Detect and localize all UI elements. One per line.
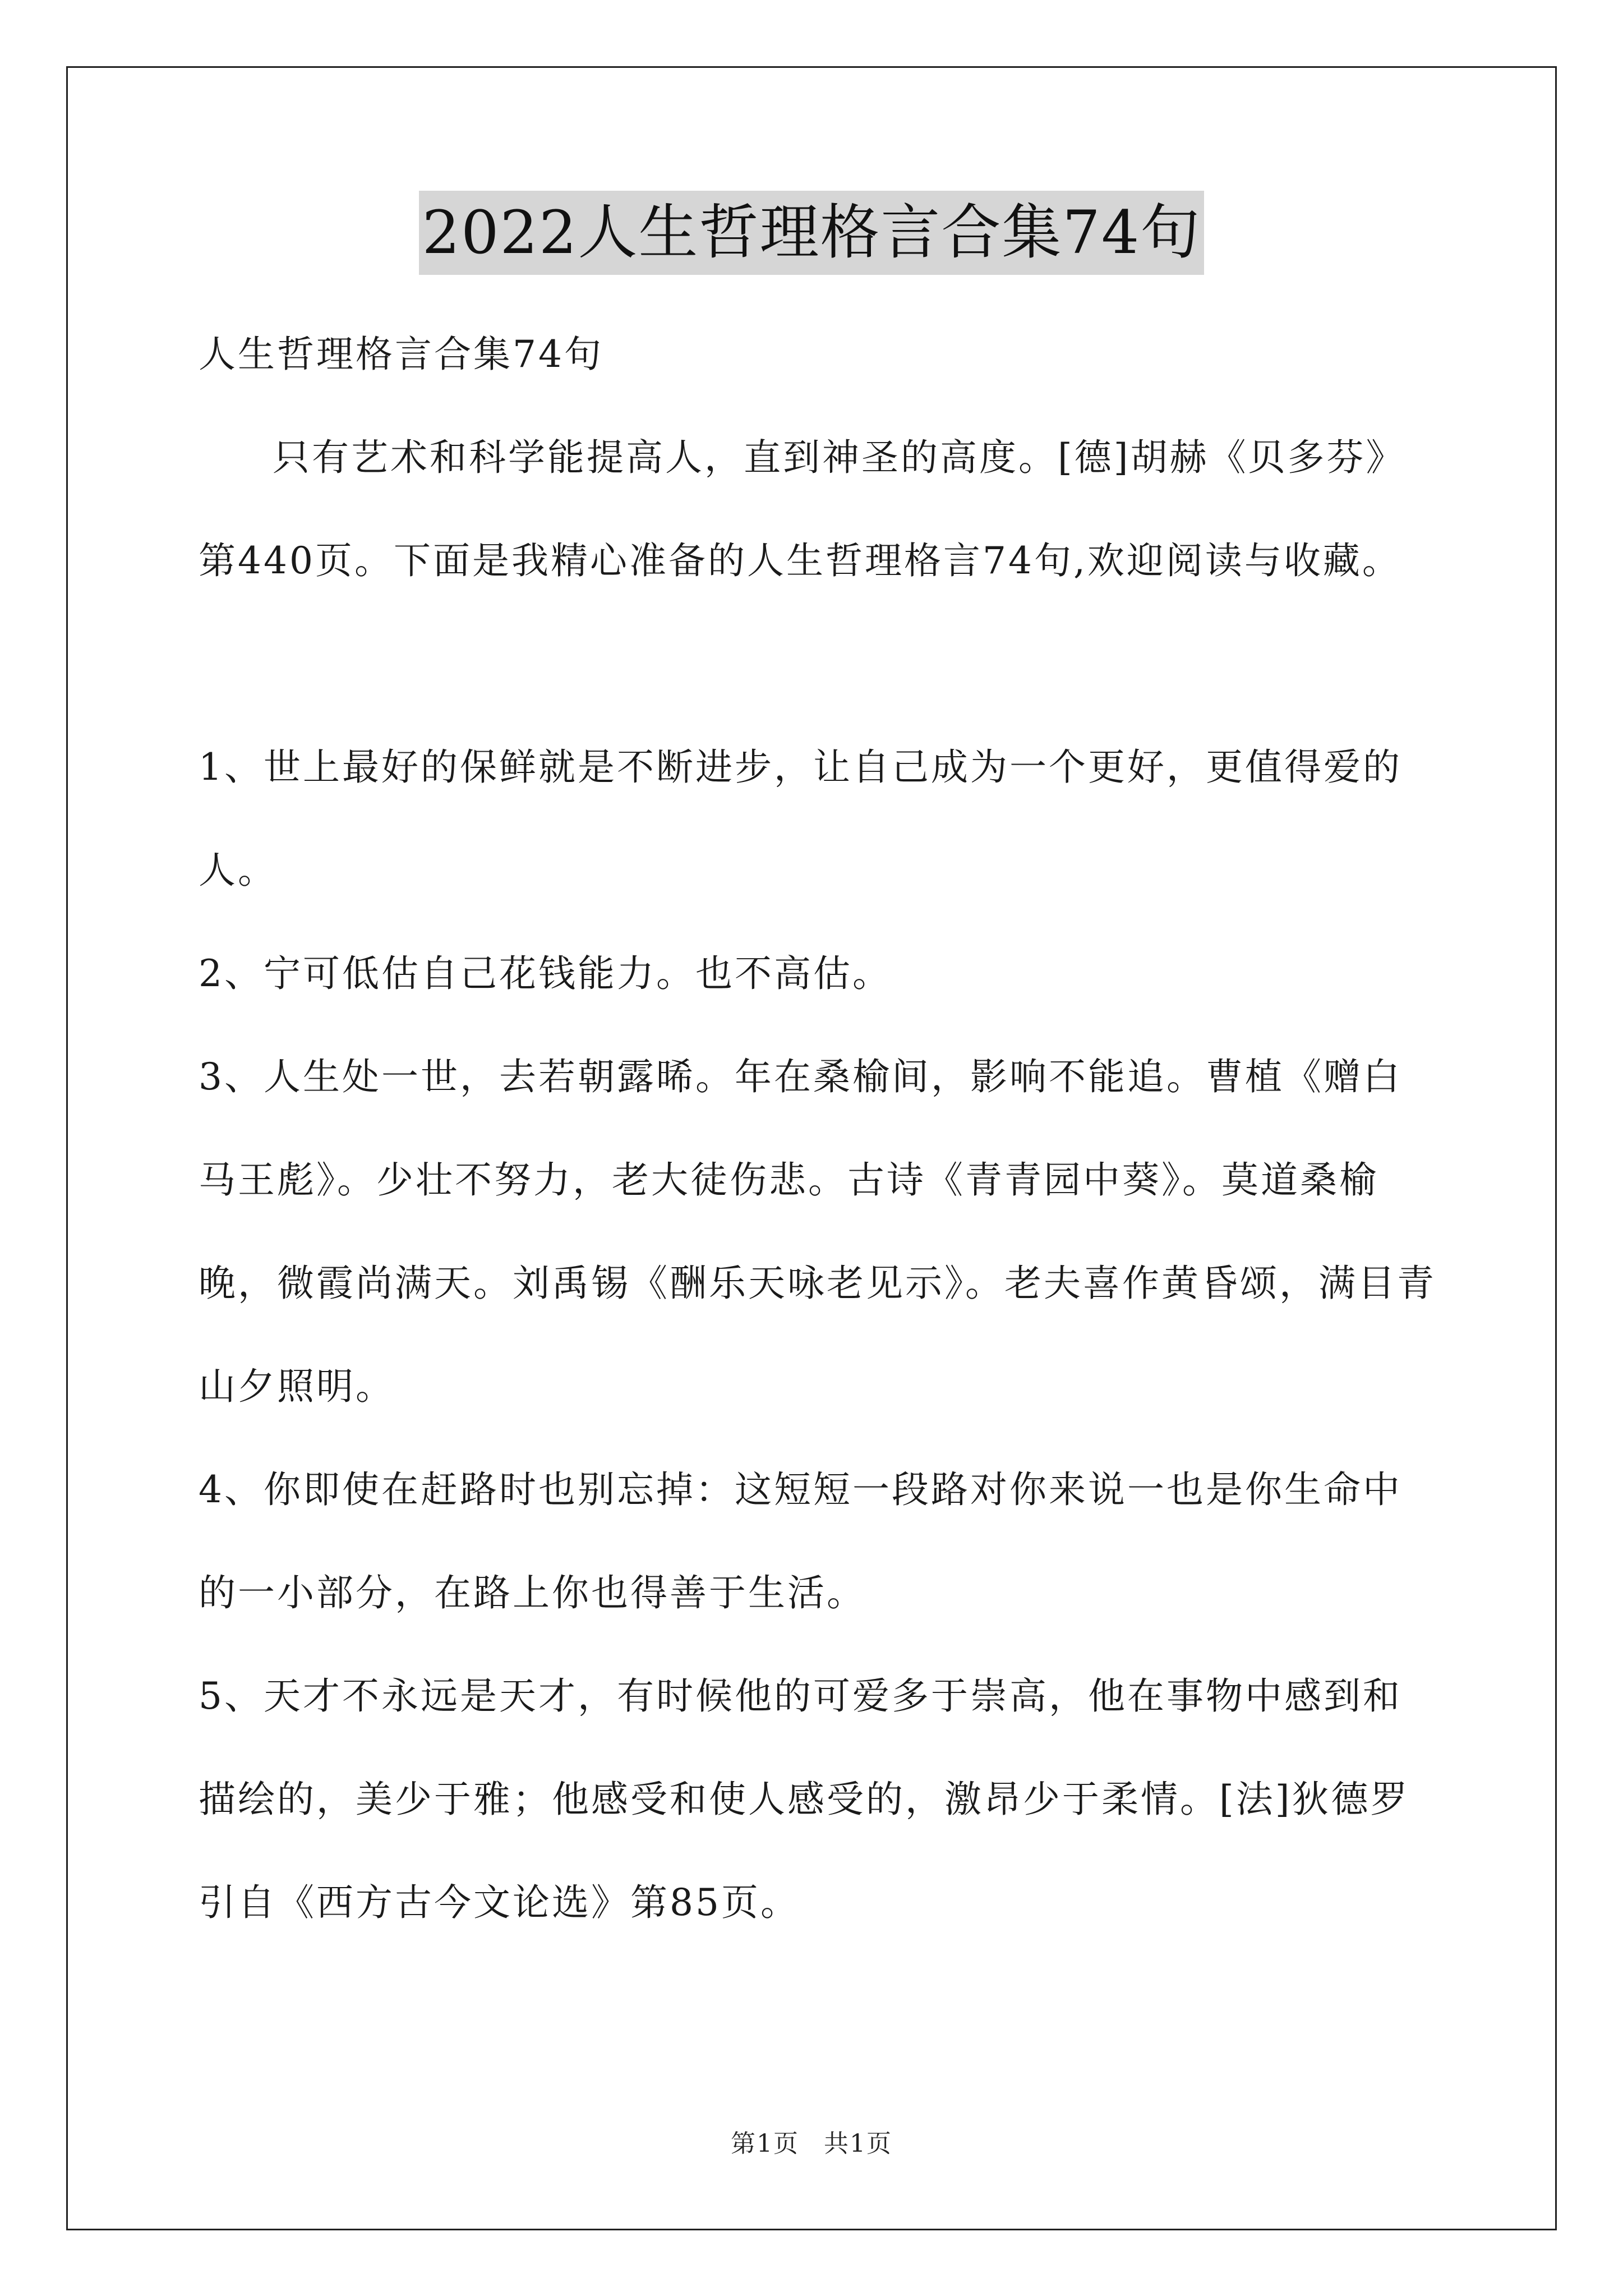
document-title: 2022人生哲理格言合集74句 (419, 191, 1205, 275)
list-item: 3、人生处一世，去若朝露晞。年在桑榆间，影响不能追。曹植《赠白马王彪》。少壮不努力，老大徒伤悲。古诗《青青园中葵》。莫道桑榆晚，微霞尚满天。刘禹锡《酬乐天咏老见示》。老夫喜作黄昏颂，满目青山夕照明。 (199, 1055, 1436, 1408)
list-item: 5、天才不永远是天才，有时候他的可爱多于崇高，他在事物中感到和描绘的，美少于雅；他感受和使人感受的，激昂少于柔情。[法]狄德罗引自《西方古今文论选》第85页。 (199, 1674, 1410, 1924)
page-total: 共1页 (824, 2129, 892, 2158)
document-subtitle: 人生哲理格言合集74句 (199, 333, 603, 376)
intro-paragraph: 只有艺术和科学能提高人，直到神圣的高度。[德]胡赫《贝多芬》第440页。下面是我精心准备的人生哲理格言74句,欢迎阅读与收藏。 (199, 436, 1405, 582)
list-item: 1、世上最好的保鲜就是不断进步，让自己成为一个更好，更值得爱的人。 (199, 746, 1402, 892)
list-item: 4、你即使在赶路时也别忘掉：这短短一段路对你来说一也是你生命中的一小部分，在路上你也得善于生活。 (199, 1468, 1402, 1614)
page-footer (0, 2123, 1623, 2159)
page-number: 第1页 (731, 2129, 799, 2158)
document-body (199, 303, 1438, 1954)
list-item: 2、宁可低估自己花钱能力。也不高估。 (199, 952, 892, 995)
title-container (0, 191, 1623, 275)
